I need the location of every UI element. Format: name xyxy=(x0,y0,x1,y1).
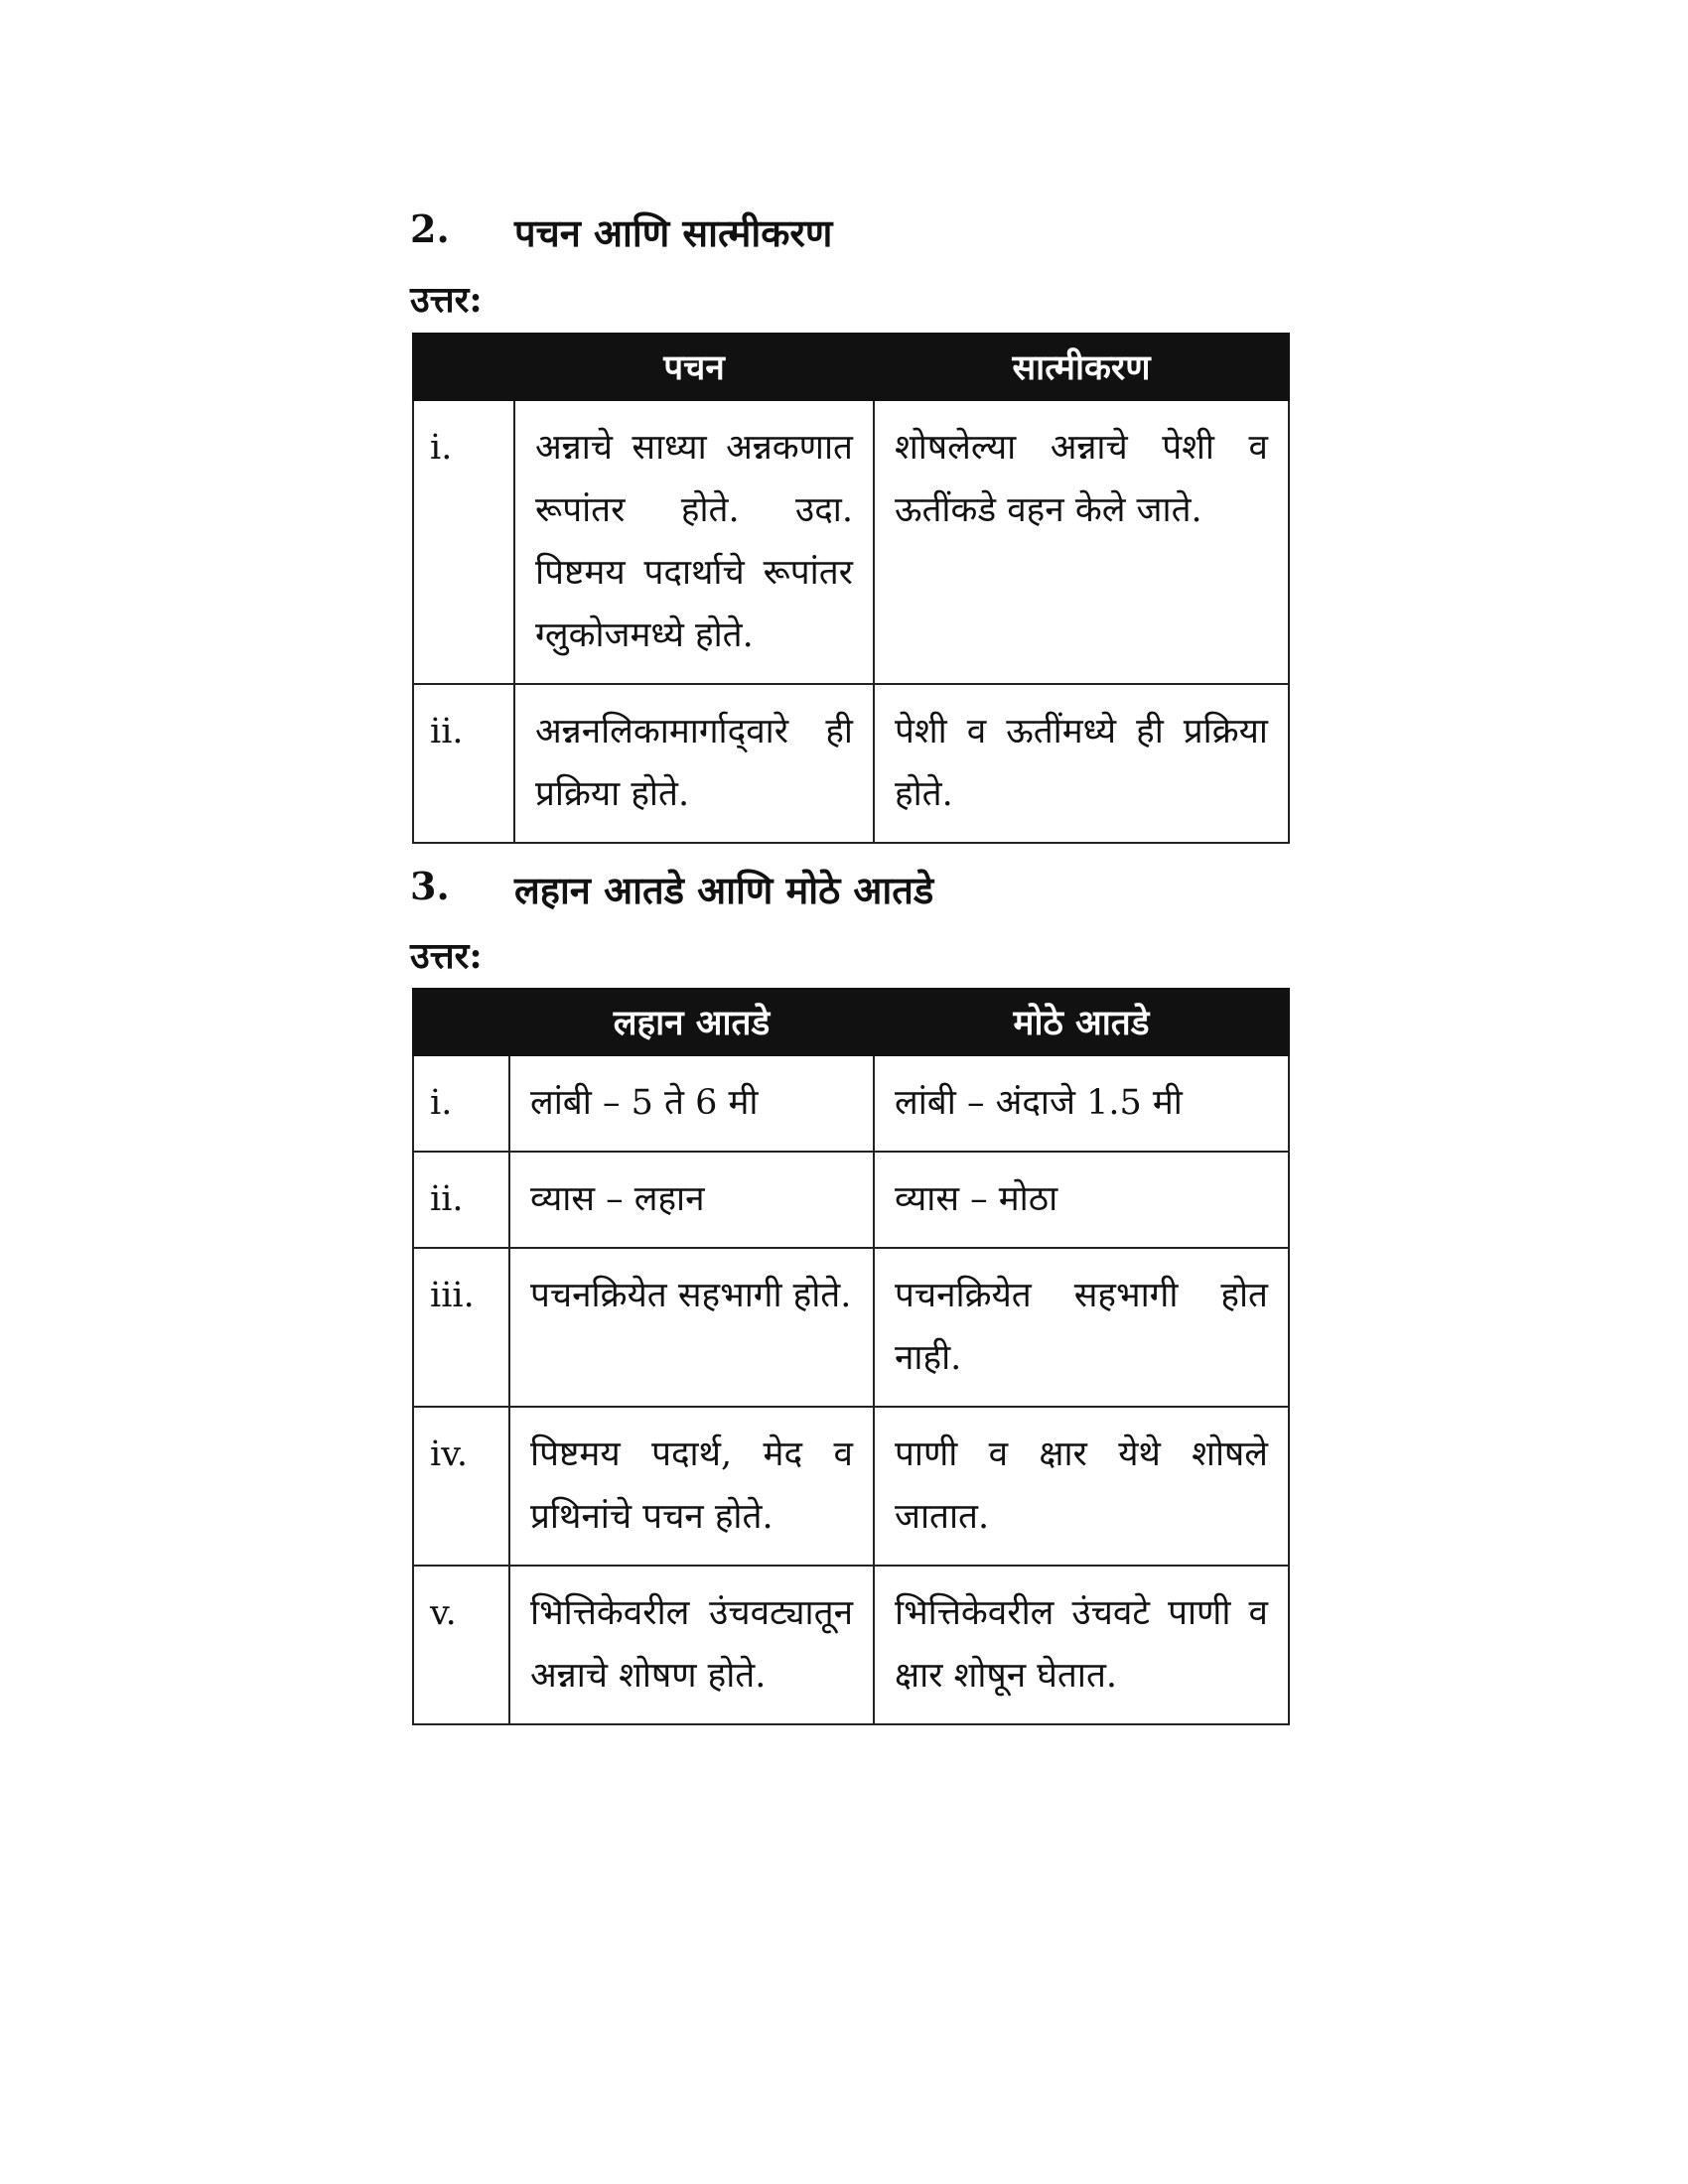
table-row xyxy=(413,400,1289,684)
table-cell: भित्तिकेवरील उंचवट्यातून अन्नाचे शोषण होते. xyxy=(509,1566,874,1724)
section-title: पचन आणि सात्मीकरण xyxy=(514,210,833,255)
comparison-table-digestion-assimilation xyxy=(412,333,1290,844)
table-cell: पचनक्रियेत सहभागी होते. xyxy=(509,1248,874,1407)
table-row xyxy=(413,1566,1289,1724)
table-cell: पचनक्रियेत सहभागी होत नाही. xyxy=(874,1248,1289,1407)
table-header-row xyxy=(413,334,1289,400)
header-cell: मोठे आतडे xyxy=(874,989,1289,1055)
table-cell: लांबी – 5 ते 6 मी xyxy=(509,1055,874,1152)
section-title: लहान आतडे आणि मोठे आतडे xyxy=(514,868,934,912)
table-row xyxy=(413,1248,1289,1407)
row-index: ii. xyxy=(413,1152,509,1248)
section-heading-digestion-assimilation xyxy=(410,206,832,258)
row-index: iv. xyxy=(413,1407,509,1566)
row-index: i. xyxy=(413,1055,509,1152)
table-cell: पिष्टमय पदार्थ, मेद व प्रथिनांचे पचन होते. xyxy=(509,1407,874,1566)
header-cell xyxy=(413,989,509,1055)
row-index: ii. xyxy=(413,684,514,843)
header-cell: पचन xyxy=(514,334,874,400)
table-header-row xyxy=(413,989,1289,1055)
comparison-table-small-large-intestine xyxy=(412,988,1290,1725)
table-cell: अन्ननलिकामार्गाद्‌वारे ही प्रक्रिया होते. xyxy=(514,684,874,843)
row-index: v. xyxy=(413,1566,509,1724)
table-row xyxy=(413,1152,1289,1248)
table-cell: व्यास – मोठा xyxy=(874,1152,1289,1248)
row-index: i. xyxy=(413,400,514,684)
table-cell: पेशी व ऊतींमध्ये ही प्रक्रिया होते. xyxy=(874,684,1289,843)
table-cell: लांबी – अंदाजे 1.5 मी xyxy=(874,1055,1289,1152)
section-number: 2. xyxy=(410,206,450,251)
table-row xyxy=(413,1055,1289,1152)
table-cell: पाणी व क्षार येथे शोषले जातात. xyxy=(874,1407,1289,1566)
table-cell: भित्तिकेवरील उंचवटे पाणी व क्षार शोषून घेतात. xyxy=(874,1566,1289,1724)
table-cell: अन्नाचे साध्या अन्नकणात रूपांतर होते. उदा. पिष्टमय पदार्थाचे रूपांतर ग्लुकोजमध्ये होते. xyxy=(514,400,874,684)
table-row xyxy=(413,684,1289,843)
answer-label: उत्तर: xyxy=(410,279,483,321)
section-heading-small-large-intestine xyxy=(410,864,933,915)
table-cell: व्यास – लहान xyxy=(509,1152,874,1248)
table-cell: शोषलेल्या अन्नाचे पेशी व ऊतींकडे वहन केले जाते. xyxy=(874,400,1289,684)
header-cell xyxy=(413,334,514,400)
header-cell: लहान आतडे xyxy=(509,989,874,1055)
answer-label: उत्तर: xyxy=(410,935,483,977)
row-index: iii. xyxy=(413,1248,509,1407)
header-cell: सात्मीकरण xyxy=(874,334,1289,400)
table-row xyxy=(413,1407,1289,1566)
section-number: 3. xyxy=(410,864,450,908)
